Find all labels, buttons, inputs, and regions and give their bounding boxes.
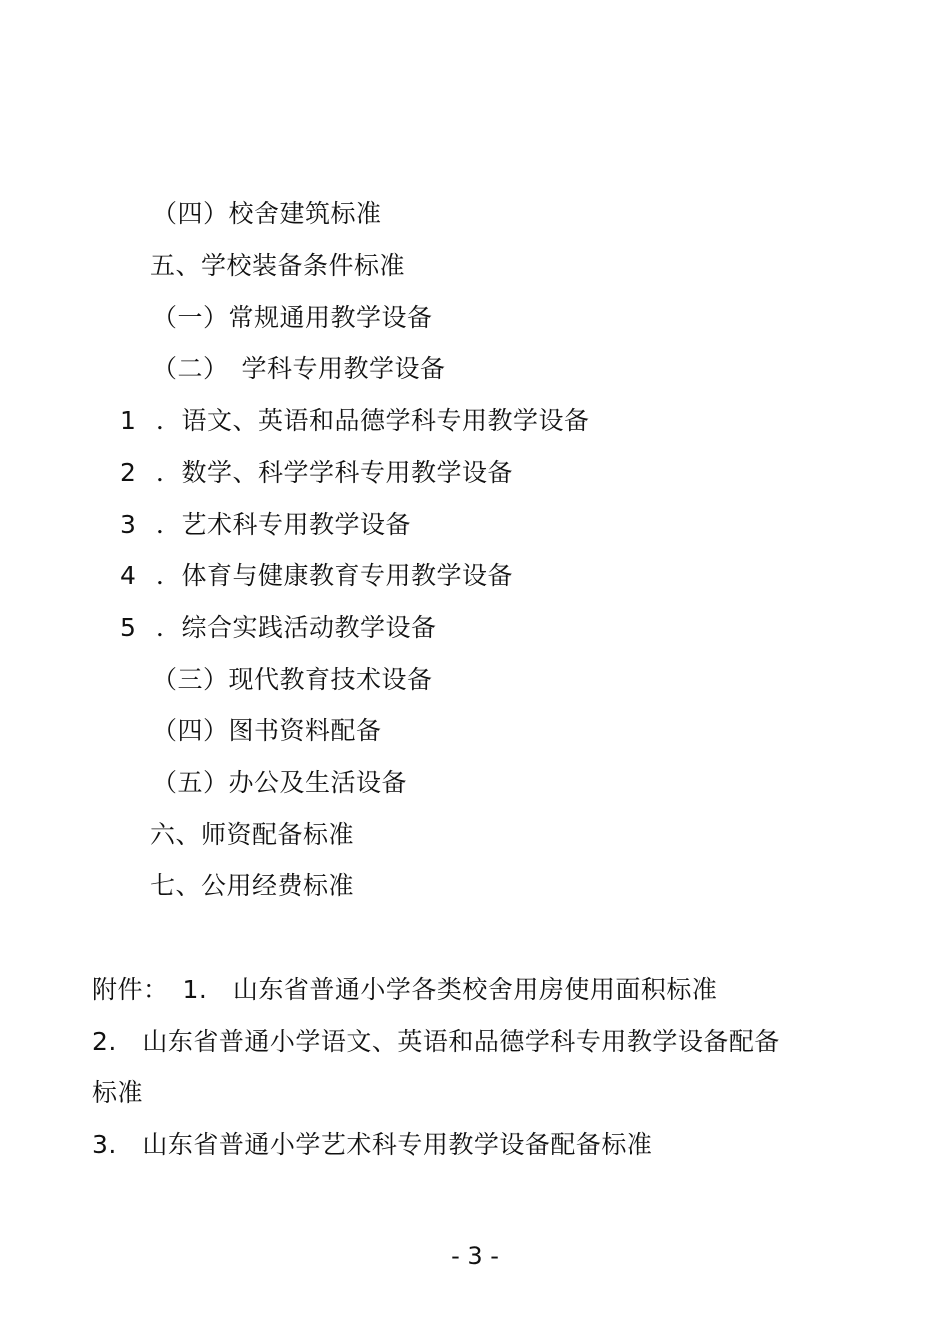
- page-number: - 3 -: [451, 1242, 499, 1270]
- attachment-item-3: 3. 山东省普通小学艺术科专用教学设备配备标准: [92, 1130, 653, 1159]
- toc-sub-item-number: 3: [120, 510, 136, 539]
- attachment-label: 附件：: [92, 975, 169, 1004]
- toc-sub-item-text: ．体育与健康教育专用教学设备: [156, 561, 514, 590]
- toc-sub-item-text: ．综合实践活动教学设备: [156, 613, 437, 642]
- toc-sub-item-text: ．数学、科学学科专用教学设备: [156, 458, 514, 487]
- toc-item-office-living-equipment: （五）办公及生活设备: [152, 768, 408, 797]
- attachment-item-2: 2. 山东省普通小学语文、英语和品德学科专用教学设备配备: [92, 1027, 780, 1056]
- attachment-line-1: [92, 975, 717, 1005]
- toc-sub-item-text: ．艺术科专用教学设备: [156, 510, 412, 539]
- toc-sub-item-text: ．语文、英语和品德学科专用教学设备: [156, 406, 590, 435]
- toc-item-school-building-standard: （四）校舍建筑标准: [152, 199, 382, 228]
- toc-sub-item-number: 4: [120, 561, 136, 590]
- attachment-item-1: 1. 山东省普通小学各类校舍用房使用面积标准: [182, 975, 718, 1004]
- toc-item-library-materials: （四）图书资料配备: [152, 716, 382, 745]
- toc-sub-item-number: 1: [120, 406, 136, 435]
- toc-item-modern-tech-equipment: （三）现代教育技术设备: [152, 665, 433, 694]
- toc-item-teacher-staffing: 六、师资配备标准: [150, 820, 355, 849]
- toc-sub-item-number: 5: [120, 613, 136, 642]
- toc-item-general-equipment: （一）常规通用教学设备: [152, 303, 433, 332]
- toc-sub-item-number: 2: [120, 458, 136, 487]
- toc-item-subject-equipment: （二） 学科专用教学设备: [152, 354, 446, 383]
- toc-item-public-funding: 七、公用经费标准: [150, 871, 355, 900]
- attachment-item-2-continued: 标准: [92, 1078, 144, 1107]
- toc-item-equipment-standard: 五、学校装备条件标准: [150, 251, 406, 280]
